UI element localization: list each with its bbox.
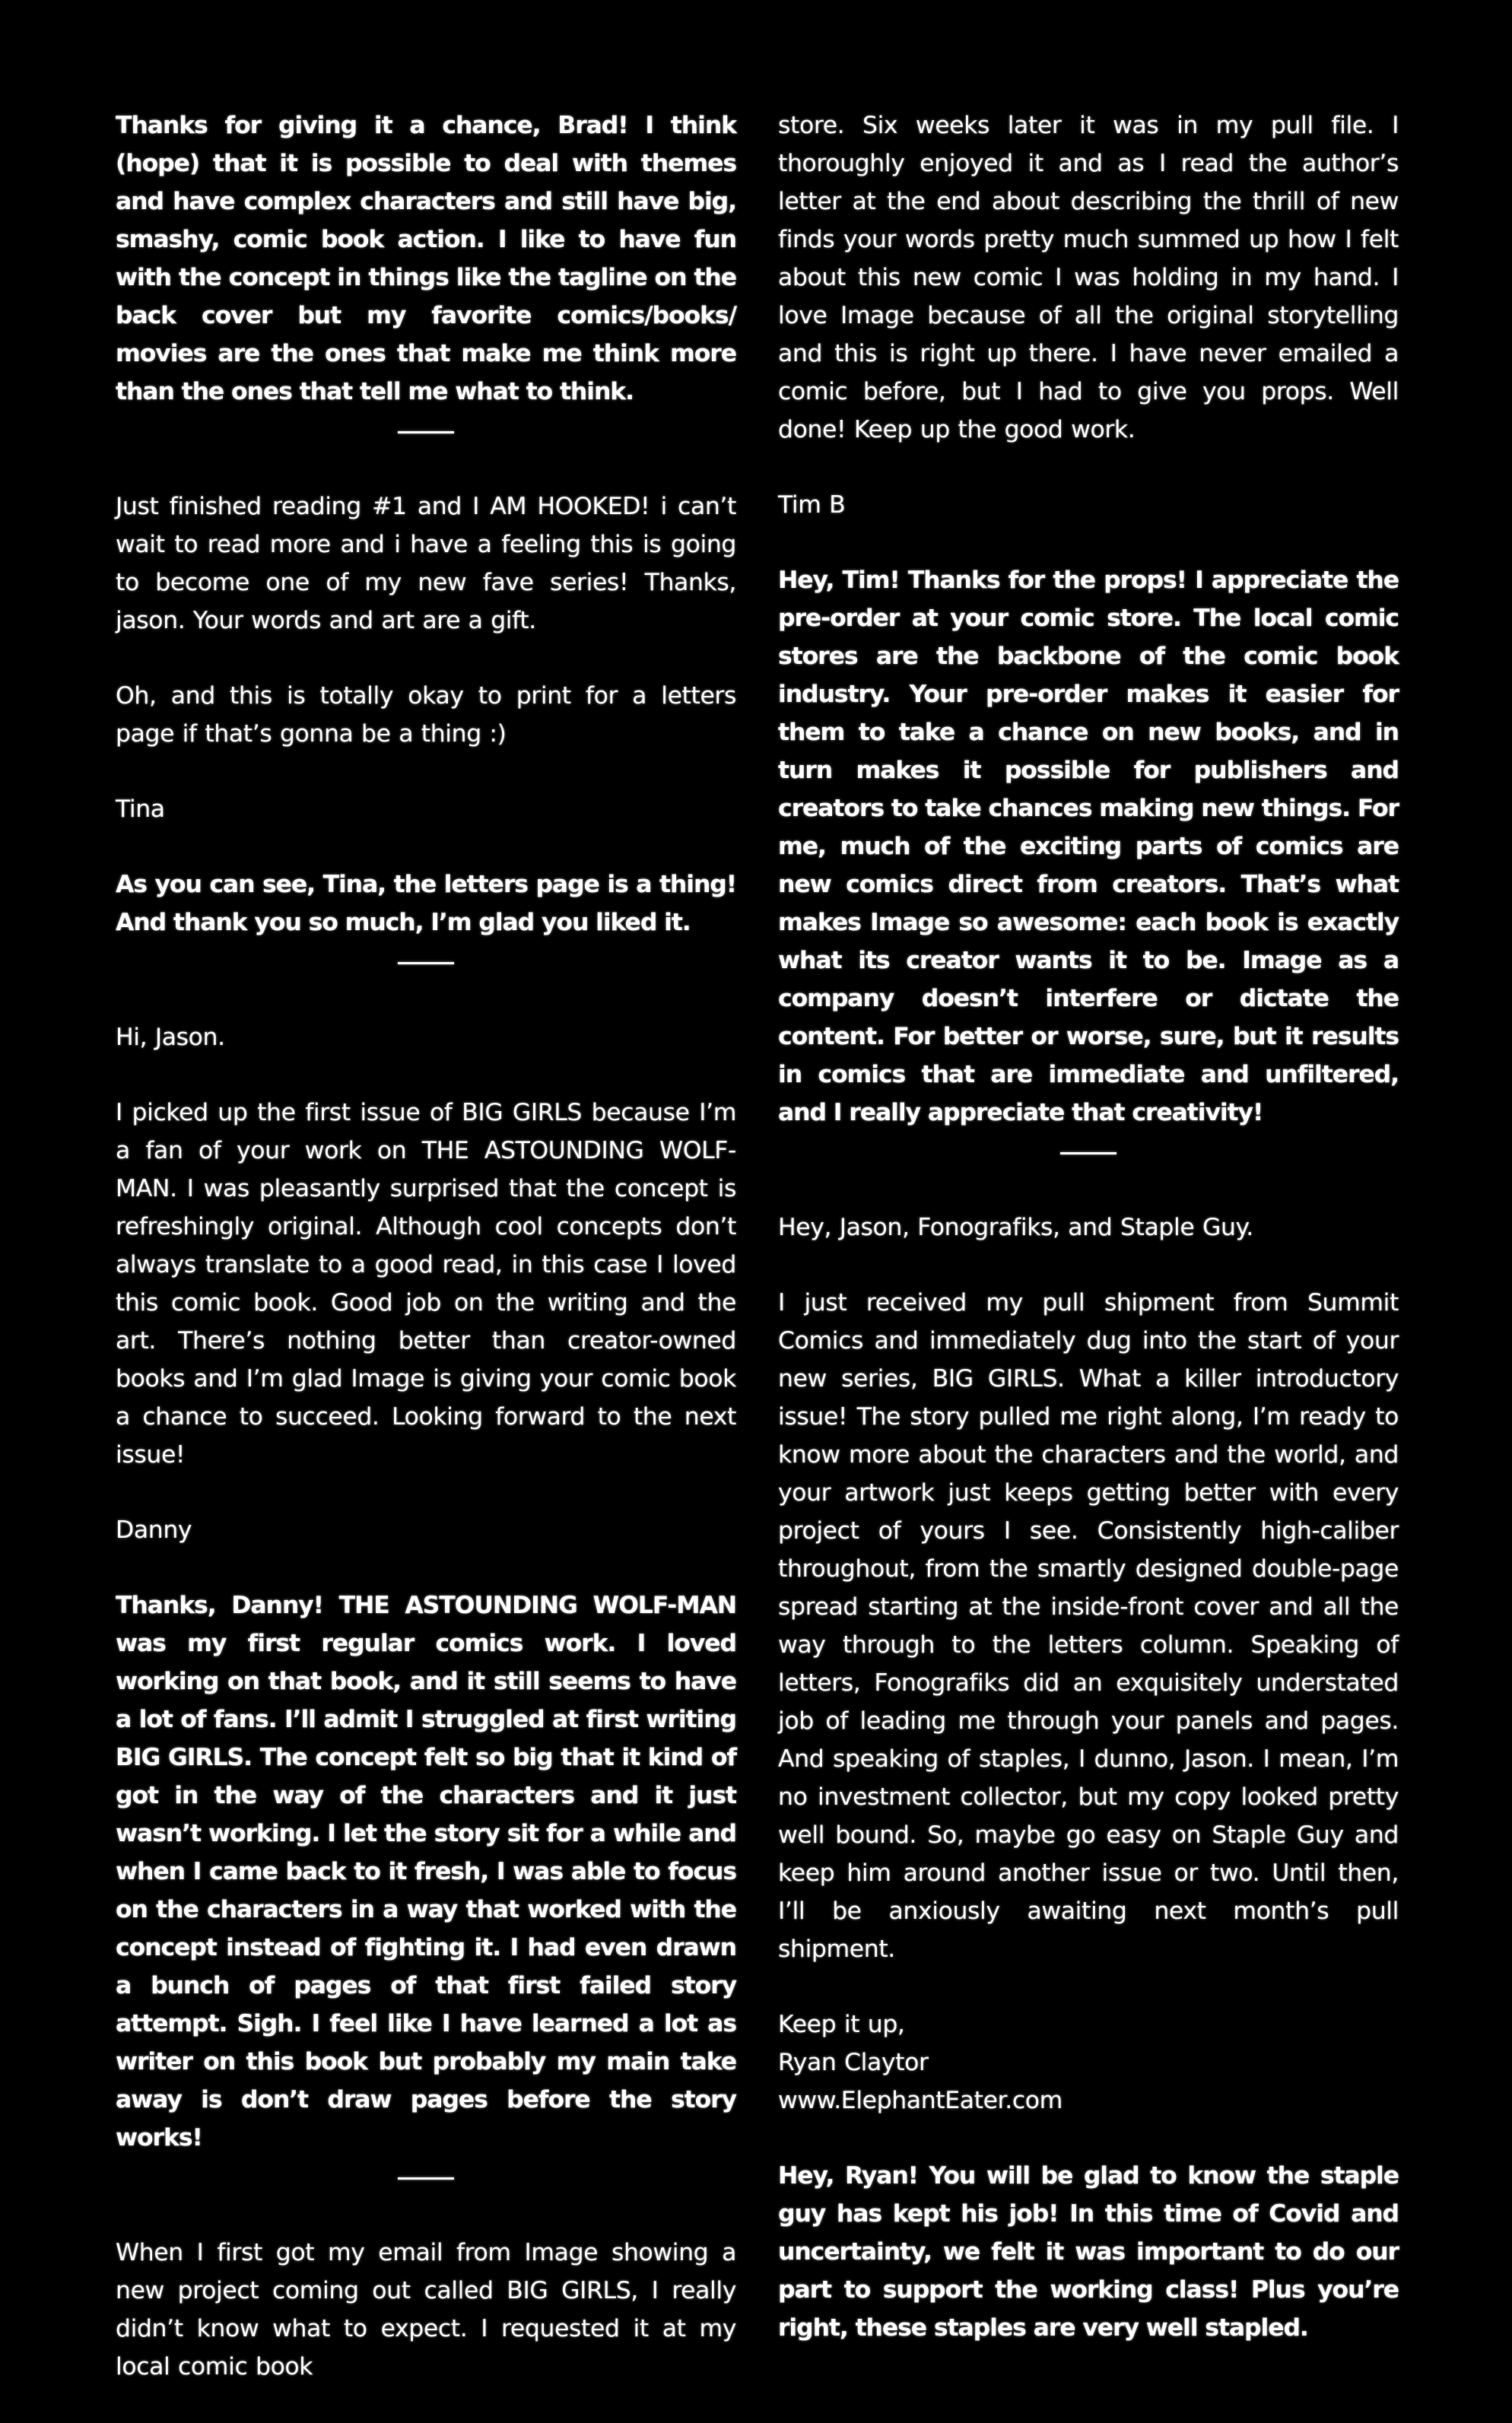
letter-tina-signature: Tina <box>116 795 165 823</box>
section-divider <box>398 962 454 964</box>
right-column <box>778 106 1399 2384</box>
section-divider <box>398 431 454 433</box>
letter-danny-body: I picked up the first issue of BIG GIRLS because I’m a fan of your work on THE ASTOUNDING WOLF-MAN. I was pleasantly surprised that the concept is refreshingly original. Although cool concepts don’t always translate to a good read, in this case I loved this comic book. Good job on the writing and the art. There’s nothing better than creator-owned books and I’m glad Image is giving your comic book a chance to succeed. Looking forward to the next issue! <box>116 1099 736 1469</box>
letter-ryan-body: I just received my pull shipment from Summit Comics and immediately dug into the start of your new series, BIG GIRLS. What a killer introductory issue! The story pulled me right along, I’m ready to know more about the characters and the world, and your artwork just keeps getting better with every project of yours I see. Consistently high-caliber throughout, from the smartly designed double-page spread starting at the inside-front cover and all the way through to the letters column. Speaking of letters, Fonografiks did an exquisitely understated job of leading me through your panels and pages. And speaking of staples, I dunno, Jason. I mean, I’m no investment collector, but my copy looked pretty well bound. So, maybe go easy on Staple Guy and keep him around another issue or two. Until then, I’ll be anxiously awaiting next month’s pull shipment. <box>778 1289 1399 1963</box>
reply-to-tim: Hey, Tim! Thanks for the props! I appreciate the pre-order at your comic store. The local comic stores are the backbone of the comic book industry. Your pre-order makes it easier for them to take a chance on new books, and in turn makes it possible for publishers and creators to take chances making new things. For me, much of the exciting parts of comics are new comics direct from creators. That’s what makes Image so awesome: each book is exactly what its creator wants it to be. Image as a company doesn’t interfere or dictate the content. For better or worse, sure, but it results in comics that are immediate and unfiltered, and I really appreciate that creativity! <box>778 567 1399 1126</box>
letter-tim-signature: Tim B <box>778 491 846 519</box>
letter-tim-body-continued: store. Six weeks later it was in my pull file. I thoroughly enjoyed it and as I read the author’s letter at the end about describing the thrill of new finds your words pretty much summed up how I felt about this new comic I was holding in my hand. I love Image because of all the original storytelling and this is right up there. I have never emailed a comic before, but I had to give you props. Well done! Keep up the good work. <box>778 112 1399 443</box>
letter-tina-paragraph: Just finished reading #1 and I AM HOOKED! i can’t wait to read more and i have a feeling this is going to become one of my new fave series! Thanks, jason. Your words and art are a gift. <box>116 493 736 634</box>
letter-danny-greeting: Hi, Jason. <box>116 1024 225 1051</box>
section-divider <box>398 2177 454 2180</box>
reply-to-tina: As you can see, Tina, the letters page is a thing! And thank you so much, I’m glad you liked it. <box>116 871 736 936</box>
section-divider <box>1060 1152 1117 1154</box>
letter-ryan-greeting: Hey, Jason, Fonografiks, and Staple Guy. <box>778 1214 1253 1241</box>
reply-to-brad: Thanks for giving it a chance, Brad! I think (hope) that it is possible to deal with themes and have complex characters and still have big, smashy, comic book action. I like to have fun with the concept in things like the tagline on the back cover but my favorite comics/books/ movies are the ones that make me think more than the ones that tell me what to think. <box>116 112 736 405</box>
reply-to-ryan: Hey, Ryan! You will be glad to know the staple guy has kept his job! In this time of Covid and uncertainty, we felt it was important to do our part to support the working class! Plus you’re right, these staples are very well stapled. <box>778 2162 1399 2342</box>
letter-danny-signature: Danny <box>116 1516 192 1544</box>
left-column <box>116 106 736 2423</box>
letter-tim-body-start: When I first got my email from Image showing a new project coming out called BIG GIRLS, I really didn’t know what to expect. I requested it at my local comic book <box>116 2239 736 2380</box>
letter-ryan-website: www.ElephantEater.com <box>778 2087 1063 2114</box>
letter-ryan-signoff: Keep it up, <box>778 2011 905 2038</box>
reply-to-danny: Thanks, Danny! THE ASTOUNDING WOLF-MAN was my first regular comics work. I loved working on that book, and it still seems to have a lot of fans. I’ll admit I struggled at first writing BIG GIRLS. The concept felt so big that it kind of got in the way of the characters and it just wasn’t working. I let the story sit for a while and when I came back to it fresh, I was able to focus on the characters in a way that worked with the concept instead of fighting it. I had even drawn a bunch of pages of that first failed story attempt. Sigh. I feel like I have learned a lot as writer on this book but probably my main take away is don’t draw pages before the story works! <box>116 1592 736 2151</box>
letter-ryan-signature-block <box>778 2005 1399 2120</box>
letter-tina-paragraph: Oh, and this is totally okay to print for a letters page if that’s gonna be a thing :) <box>116 682 736 748</box>
letter-ryan-name: Ryan Claytor <box>778 2049 929 2076</box>
